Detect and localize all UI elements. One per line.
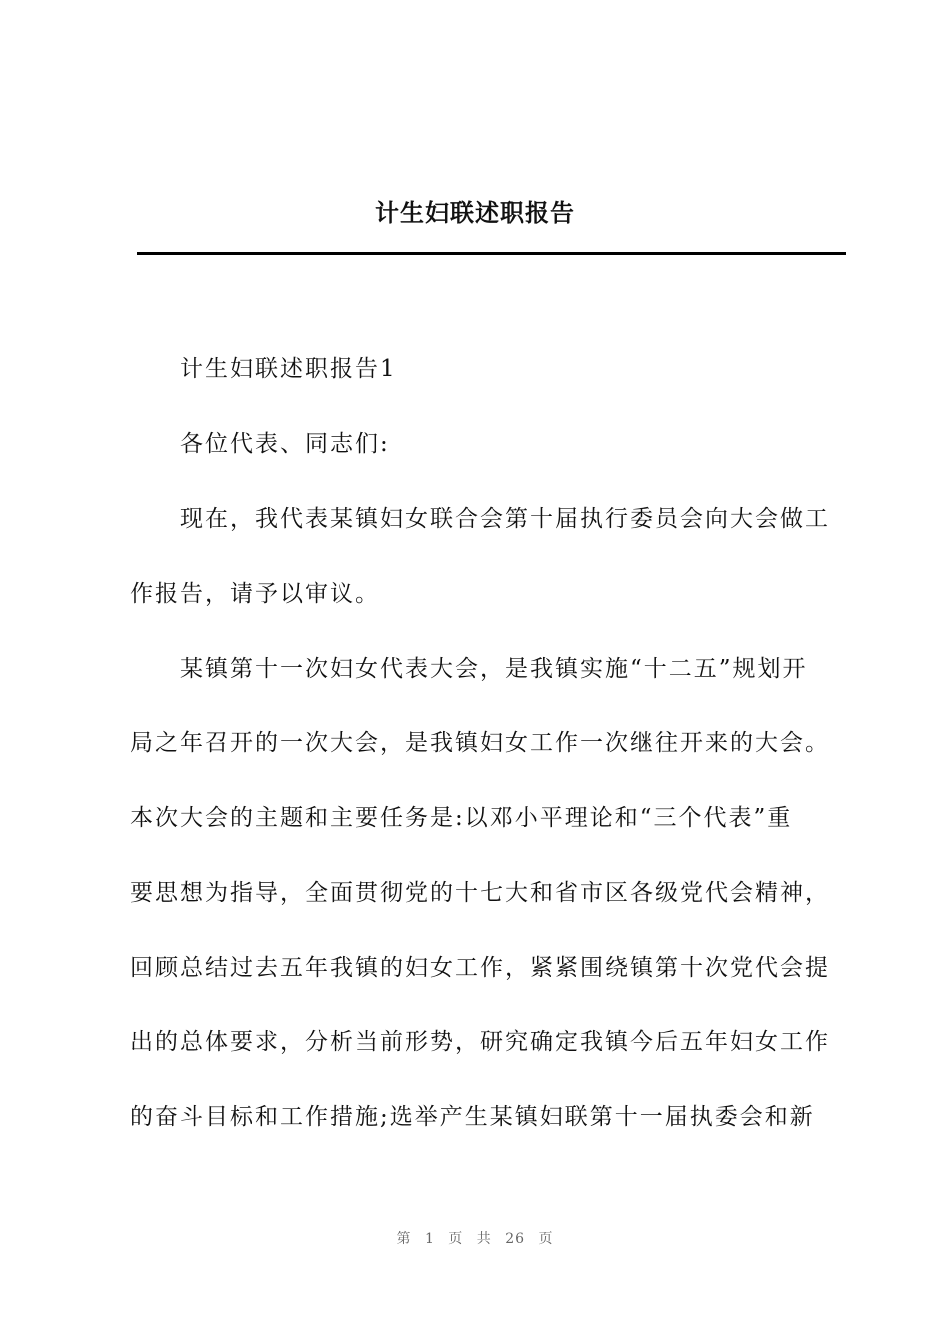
paragraph-line: 回顾总结过去五年我镇的妇女工作，紧紧围绕镇第十次党代会提 (130, 955, 830, 981)
document-title: 计生妇联述职报告 (375, 198, 575, 227)
paragraph-line: 要思想为指导，全面贯彻党的十七大和省市区各级党代会精神， (130, 880, 830, 906)
title-underline (137, 252, 846, 255)
paragraph-line: 局之年召开的一次大会，是我镇妇女工作一次继往开来的大会。 (130, 730, 830, 756)
paragraph-line: 的奋斗目标和工作措施;选举产生某镇妇联第十一届执委会和新 (130, 1104, 815, 1130)
paragraph-line: 现在，我代表某镇妇女联合会第十届执行委员会向大会做工 (180, 506, 830, 532)
page-number: 第 1 页 共 26 页 (396, 1231, 554, 1247)
section-heading: 计生妇联述职报告1 (180, 356, 397, 382)
paragraph-line: 本次大会的主题和主要任务是:以邓小平理论和“三个代表”重 (130, 805, 793, 831)
salutation: 各位代表、同志们: (180, 431, 390, 457)
paragraph-line: 某镇第十一次妇女代表大会，是我镇实施“十二五”规划开 (180, 656, 808, 682)
paragraph-line: 出的总体要求，分析当前形势，研究确定我镇今后五年妇女工作 (130, 1029, 830, 1055)
paragraph-line: 作报告，请予以审议。 (130, 581, 380, 607)
